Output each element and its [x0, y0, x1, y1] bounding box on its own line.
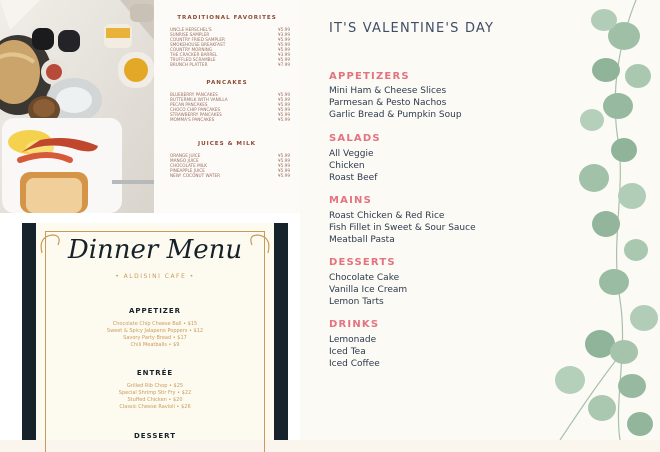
dinner-item: Chili Meatballs • $9	[130, 342, 180, 348]
valentine-item: Fish Fillet in Sweet & Sour Sauce	[329, 223, 476, 233]
dinner-menu-title: Dinner Menu	[67, 235, 243, 265]
item-name: THE CRACKER BARREL	[170, 52, 218, 57]
valentine-section-title: MAINS	[329, 195, 372, 206]
item-price: ¥5.99	[278, 117, 290, 122]
valentine-item: Chicken	[329, 161, 365, 171]
dinner-item: Classic Cheese Ravioli • $26	[119, 404, 191, 410]
breakfast-photo	[0, 0, 154, 213]
breakfast-photo-drawing	[0, 0, 154, 213]
item-name: COUNTRY FRIED SAMPLER	[170, 37, 225, 42]
item-name: BUTTERMILK WITH VANILLA	[170, 97, 228, 102]
valentine-item: Parmesan & Pesto Nachos	[329, 98, 447, 108]
valentine-section-title: SALADS	[329, 133, 381, 144]
valentine-section-title: APPETIZERS	[329, 71, 410, 82]
item-price: ¥5.99	[278, 153, 290, 158]
breakfast-item	[170, 62, 290, 67]
item-price: ¥3.99	[278, 32, 290, 37]
item-name: ORANGE JUICE	[170, 153, 201, 158]
item-price: ¥5.99	[278, 27, 290, 32]
item-name: STRAWBERRY PANCAKES	[170, 112, 222, 117]
dinner-menu-paper	[36, 223, 274, 440]
dinner-menu-card	[22, 223, 288, 440]
item-name: CHOCO CHIP PANCAKES	[170, 107, 221, 112]
breakfast-section-title: TRADITIONAL FAVORITES	[177, 15, 277, 21]
valentine-section-title: DESSERTS	[329, 257, 396, 268]
valentine-item: Iced Tea	[329, 347, 366, 357]
item-name: TRUFFLED SCRAMBLE	[170, 57, 216, 62]
valentine-item: Mini Ham & Cheese Slices	[329, 86, 447, 96]
valentine-menu	[300, 0, 660, 440]
item-price: ¥5.99	[278, 57, 290, 62]
item-name: PINEAPPLE JUICE	[170, 168, 205, 173]
valentine-item: Iced Coffee	[329, 359, 380, 369]
item-name: BRUNCH PLATTER	[170, 62, 208, 67]
item-price: ¥7.99	[278, 62, 290, 67]
item-price: ¥5.99	[278, 42, 290, 47]
dinner-section-title: ENTRÉE	[136, 369, 174, 377]
valentine-item: Meatball Pasta	[329, 235, 395, 245]
item-name: BLUEBERRY PANCAKES	[170, 92, 218, 97]
valentine-menu-title: IT'S VALENTINE'S DAY	[329, 21, 495, 36]
dinner-item: Sweet & Spicy Jalapeno Poppers • $12	[106, 328, 204, 334]
item-name: SUNRISE SAMPLER	[170, 32, 210, 37]
valentine-item: All Veggie	[329, 149, 374, 159]
breakfast-item	[170, 173, 290, 178]
item-price: ¥5.99	[278, 37, 290, 42]
valentine-item: Chocolate Cake	[329, 273, 400, 283]
item-price: ¥3.99	[278, 52, 290, 57]
dinner-item: Chocolate Chip Cheese Ball • $15	[112, 321, 198, 327]
valentine-item: Vanilla Ice Cream	[329, 285, 408, 295]
dinner-section-title: APPETIZER	[128, 307, 182, 315]
valentine-item: Roast Chicken & Red Rice	[329, 211, 445, 221]
item-price: ¥5.99	[278, 158, 290, 163]
item-price: ¥5.99	[278, 168, 290, 173]
item-name: UNCLE HERSCHEL'S	[170, 27, 212, 32]
item-price: ¥5.99	[278, 47, 290, 52]
dinner-item: Special Shrimp Stir Fry • $22	[118, 390, 192, 396]
dinner-menu	[0, 213, 300, 440]
valentine-section-title: DRINKS	[329, 319, 380, 330]
item-price: ¥5.99	[278, 112, 290, 117]
item-price: ¥5.99	[278, 97, 290, 102]
breakfast-section-title: JUICES & MILK	[198, 141, 256, 147]
item-name: MANGO JUICE	[170, 158, 199, 163]
eucalyptus-leaves-icon	[540, 0, 660, 440]
item-price: ¥5.99	[278, 107, 290, 112]
item-name: SMOKEHOUSE BREAKFAST	[170, 42, 226, 47]
valentine-item: Roast Beef	[329, 173, 378, 183]
item-price: ¥5.99	[278, 92, 290, 97]
item-name: NEW! COCONUT WATER	[170, 173, 221, 178]
breakfast-item	[170, 117, 290, 122]
item-name: PECAN PANCAKES	[170, 102, 208, 107]
dinner-item: Stuffed Chicken • $20	[127, 397, 183, 403]
dinner-item: Savory Party Bread • $17	[123, 335, 187, 341]
item-name: COUNTRY MORNING	[170, 47, 213, 52]
item-price: ¥5.99	[278, 102, 290, 107]
valentine-item: Lemon Tarts	[329, 297, 384, 307]
valentine-item: Garlic Bread & Pumpkin Soup	[329, 110, 462, 120]
item-name: MOMMA'S PANCAKES	[170, 117, 215, 122]
item-name: CHOCOLATE MILK	[170, 163, 208, 168]
item-price: ¥5.99	[278, 173, 290, 178]
breakfast-section-title: PANCAKES	[206, 80, 248, 86]
dinner-item: Grilled Rib Chop • $25	[126, 383, 184, 389]
breakfast-menu	[154, 0, 300, 213]
item-price: ¥5.99	[278, 163, 290, 168]
valentine-item: Lemonade	[329, 335, 377, 345]
cafe-name: • ALDISINI CAFE •	[115, 273, 195, 280]
dinner-section-title: DESSERT	[134, 432, 176, 440]
